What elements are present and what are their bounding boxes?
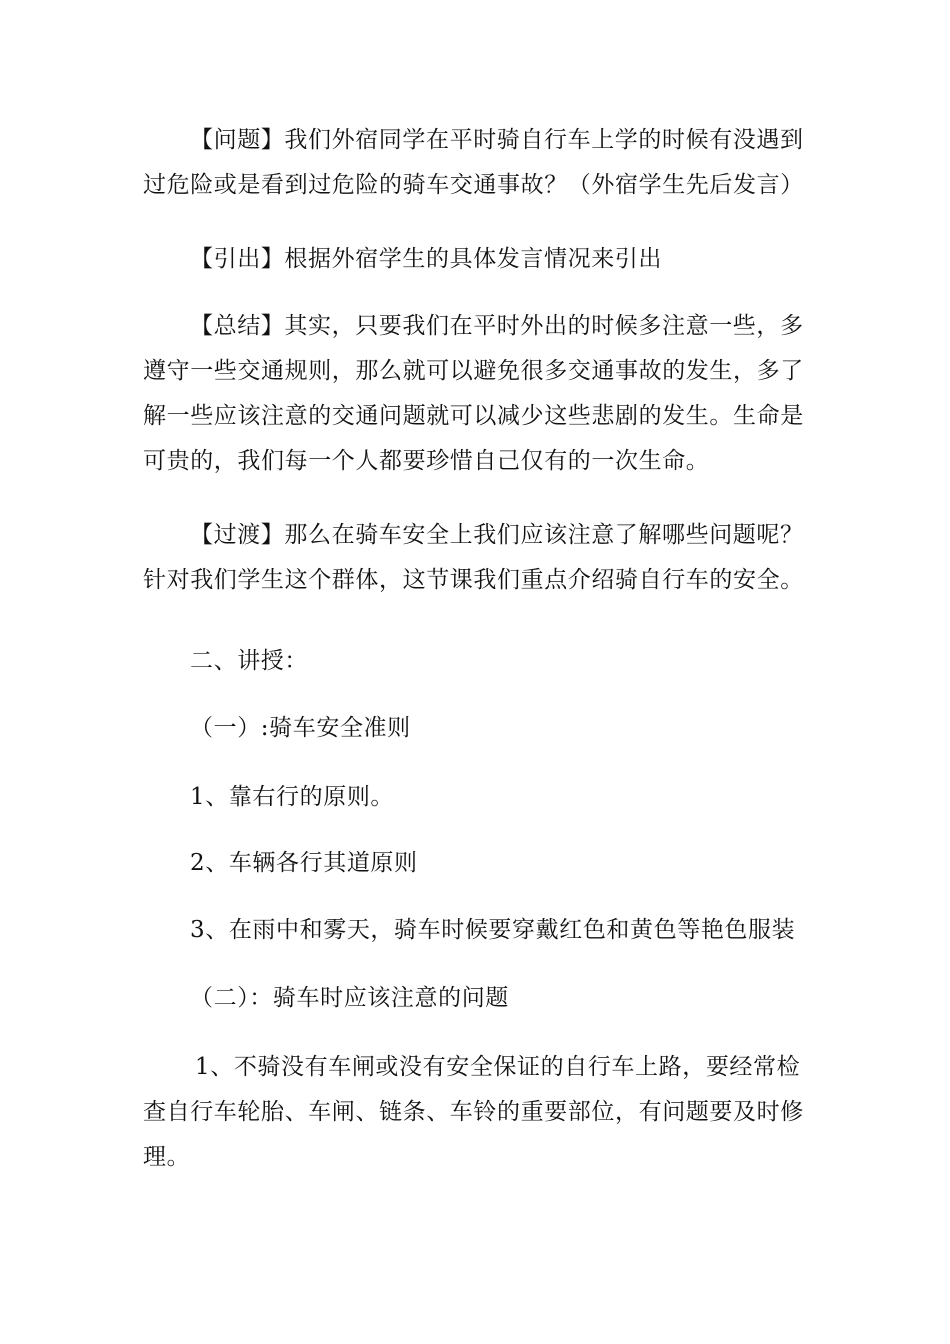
list-item-rule-3 (143, 908, 813, 953)
text-line: 理。 (143, 1144, 191, 1170)
text-line: 遵守一些交通规则，那么就可以避免很多交通事故的发生，多了 (143, 358, 804, 384)
subsection-heading-rules (143, 706, 813, 751)
list-item-rule-1 (143, 775, 813, 820)
text-line: 针对我们学生这个群体，这节课我们重点介绍骑自行车的安全。 (143, 567, 804, 593)
text-line: 二、讲授： (190, 648, 308, 674)
text-line: （一）:骑车安全准则 (190, 715, 411, 741)
text-line: 1、不骑没有车闸或没有安全保证的自行车上路，要经常检 (195, 1054, 801, 1080)
text-line: 可贵的，我们每一个人都要珍惜自己仅有的一次生命。 (143, 448, 710, 474)
text-line: 【引出】根据外宿学生的具体发言情况来引出 (190, 246, 662, 272)
text-line: （二）：骑车时应该注意的问题 (190, 985, 509, 1011)
paragraph-transition (143, 513, 813, 603)
text-line: 3、在雨中和雾天，骑车时候要穿戴红色和黄色等艳色服装 (190, 917, 796, 943)
paragraph-summary (143, 304, 813, 484)
section-heading-teaching (143, 639, 813, 684)
text-line: 【总结】其实，只要我们在平时外出的时候多注意一些，多 (190, 313, 804, 339)
list-item-issue-1 (143, 1045, 813, 1180)
subsection-heading-issues (143, 976, 813, 1021)
text-line: 【问题】我们外宿同学在平时骑自行车上学的时候有没遇到 (190, 127, 804, 153)
text-line: 1、靠右行的原则。 (190, 784, 395, 810)
text-line: 过危险或是看到过危险的骑车交通事故？（外宿学生先后发言） (143, 172, 804, 198)
list-item-rule-2 (143, 841, 813, 886)
text-line: 2、车辆各行其道原则 (190, 850, 418, 876)
paragraph-question (143, 118, 813, 208)
paragraph-lead-in (143, 237, 813, 282)
text-line: 解一些应该注意的交通问题就可以减少这些悲剧的发生。生命是 (143, 403, 804, 429)
text-line: 【过渡】那么在骑车安全上我们应该注意了解哪些问题呢？ (190, 522, 804, 548)
text-line: 查自行车轮胎、车闸、链条、车铃的重要部位，有问题要及时修 (143, 1099, 804, 1125)
